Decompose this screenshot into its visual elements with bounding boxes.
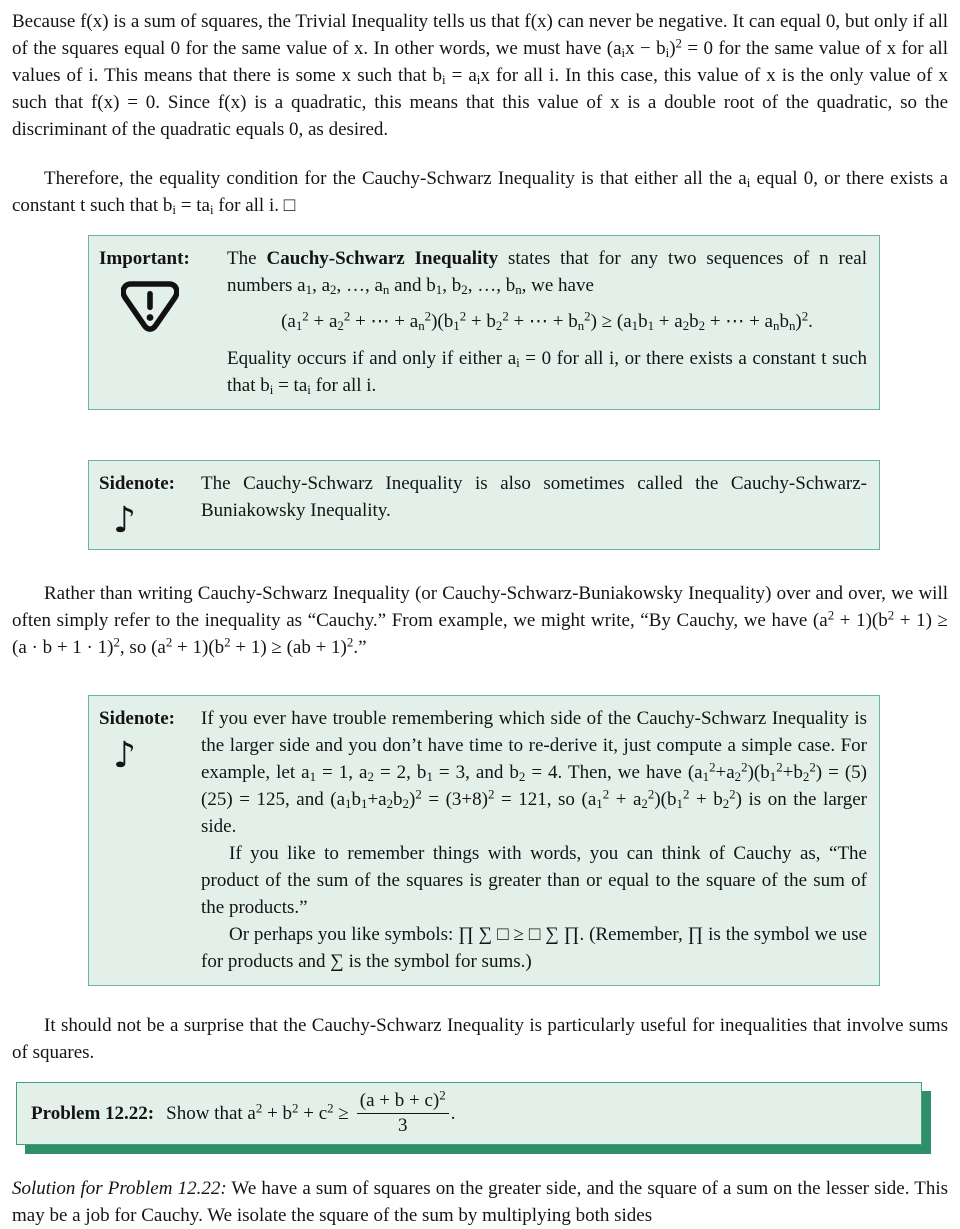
solution-text: We have a sum of squares on the greater side, and the square of a sum on the lesser side. This may be a job for Cauchy. We isolate the square of the sum by multiplying both sides [12,1178,948,1226]
fraction-numerator: $(a + b + c)^2$ [357,1090,449,1114]
cauchy-schwarz-equation: ($a_1^2 + a_2^2$ + ⋯ + $a_n^2)(b_1^2 + b_2^2$ + ⋯ + $b_n^2) \ge (a_1b_1 + a_2b_2$ + ⋯ + $a_nb_n)^2$. [281,308,813,333]
important-label-cell [99,245,227,399]
para-cauchy-useful: It should not be a surprise that the Cauchy-Schwarz Inequality is particularly useful for inequalities that involve sums of squares. [12,1015,948,1063]
music-note-icon: ♪ [113,735,136,776]
warning-exclamation-icon [121,280,179,332]
solution-paragraph [12,1175,948,1229]
sidenote-1-text: The Cauchy-Schwarz Inequality is also sometimes called the Cauchy-Schwarz-Buniakowsky Inequality. [201,473,867,521]
sidenote-1-label: Sidenote: [99,473,175,494]
sidenote-1-label-cell [99,470,201,539]
sidenote-2-para-1: If you ever have trouble remembering which side of the Cauchy-Schwarz Inequality is the larger side and you don’t have time to re-derive it, just compute a simple case. For example, let $a_1 = 1$, $a_2 = 2$, $b_1 = 3$, and $b_2 = 4$. Then, we have $(a_1^2+a_2^2)(b_1^2+b_2^2) = (5)(25) = 125$, and $(a_1b_1+a_2b_2)^2 = (3+8)^2 = 121$, so $(a_1^2 + a_2^2)(b_1^2 + b_2^2)$ is on the larger side. [201,708,867,837]
problem-statement-pre: Show that $a^2 + b^2 + c^2$ ≥ [166,1100,349,1124]
sidenote-box-1 [88,460,880,550]
cauchy-schwarz-term: Cauchy-Schwarz Inequality [266,248,499,269]
important-intro: The Cauchy-Schwarz Inequality states that for any two sequences of n real numbers $a_1$, $a_2$, …, $a_n$ and $b_1$, $b_2$, …, $b_n$, we have [227,248,867,297]
problem-statement [166,1087,456,1137]
fraction-denominator: 3 [397,1115,408,1136]
para-trivial-inequality: Because f(x) is a sum of squares, the Trivial Inequality tells us that f(x) can never be negative. It can equal 0, but only if all of the squares equal 0 for the same value of x. In other words, we must have $(a_ix - b_i)^2 = 0$ for the same value of x for all values of i. This means that there is some x such that $b_i = a_ix$ for all i. In this case, this value of x is the only value of x such that f(x) = 0. Since f(x) is a quadratic, this means that this value of x is a double root of the quadratic, so the discriminant of the quadratic equals 0, as desired. [12,11,948,140]
para-equality-condition: Therefore, the equality condition for the Cauchy-Schwarz Inequality is that either all the $a_i$ equal 0, or there exists a constant t such that $b_i = ta_i$ for all i. □ [12,168,948,217]
sidenote-2-content [201,705,867,975]
sidenote-2-label-cell [99,705,201,975]
important-label: Important: [99,248,190,269]
para-cauchy-nickname: Rather than writing Cauchy-Schwarz Inequality (or Cauchy-Schwarz-Buniakowsky Inequality) over and over, we will often simply refer to the inequality as “Cauchy.” From example, we might write, “By Cauchy, we have $(a^2 + 1)(b^2 + 1) \ge (a \cdot b + 1 \cdot 1)^2$, so $(a^2 + 1)(b^2 + 1) \ge (ab + 1)^2$.” [12,583,948,658]
sidenote-1-content [201,470,867,539]
sidenote-2-para-3: Or perhaps you like symbols: ∏ ∑ □ ≥ □ ∑ ∏. (Remember, ∏ is the symbol we use for products and ∑ is the symbol for sums.) [201,924,867,972]
important-equality-text: Equality occurs if and only if either $a_i = 0$ for all i, or there exists a constant t such that $b_i = ta_i$ for all i. [227,348,867,397]
sidenote-box-2 [88,695,880,986]
solution-label: Solution for Problem 12.22: [12,1178,227,1199]
music-note-icon: ♪ [113,500,136,541]
textbook-page [12,8,948,1229]
problem-label: Problem 12.22: [31,1103,155,1124]
important-content [227,245,867,399]
fraction [357,1087,449,1137]
problem-statement-post: . [450,1103,456,1124]
sidenote-2-label: Sidenote: [99,708,175,729]
sidenote-2-para-2: If you like to remember things with words, you can think of Cauchy as, “The product of the sum of the squares is greater than or equal to the square of the sum of the products.” [201,843,867,918]
problem-box [16,1082,922,1145]
important-box [88,235,880,410]
